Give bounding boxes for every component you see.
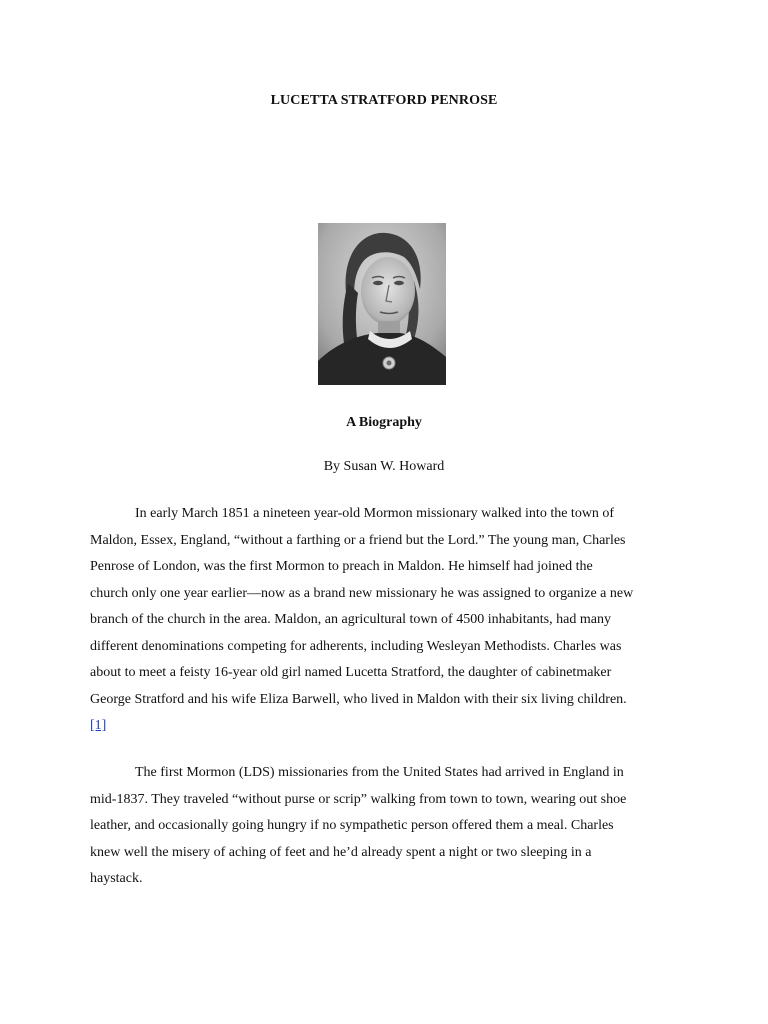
paragraph-line: different denominations competing for adherents, including Wesleyan Methodists. Charles was [90,638,622,654]
document-title: LUCETTA STRATFORD PENROSE [270,93,498,108]
paragraph-line: mid-1837. They traveled “without purse or scrip” walking from town to town, wearing out shoe [90,791,627,807]
paragraph-line: Penrose of London, was the first Mormon to preach in Maldon. He himself had joined the [90,559,593,574]
paragraph-line: branch of the church in the area. Maldon, an agricultural town of 4500 inhabitants, had many [90,612,611,627]
paragraph-line: haystack. [90,871,143,886]
footnote-link[interactable]: [1] [90,718,107,733]
paragraph-line: leather, and occasionally going hungry if no sympathetic person offered them a meal. Charles [90,818,614,833]
paragraph-1 [90,501,690,740]
paragraph-2 [90,760,690,893]
paragraph-line: The first Mormon (LDS) missionaries from the United States had arrived in England in [135,765,624,780]
author-byline: By Susan W. Howard [323,459,445,474]
paragraph-line: about to meet a feisty 16-year old girl named Lucetta Stratford, the daughter of cabinetmaker [90,665,612,680]
paragraph-line: George Stratford and his wife Eliza Barwell, who lived in Maldon with their six living children. [90,691,627,707]
paragraph-line: church only one year earlier—now as a brand new missionary he was assigned to organize a new [90,585,634,601]
paragraph-line: knew well the misery of aching of feet and he’d already spent a night or two sleeping in a [90,844,592,860]
portrait-photo [318,223,446,385]
paragraph-line: Maldon, Essex, England, “without a farthing or a friend but the Lord.” The young man, Charles [90,532,626,548]
document-subtitle: A Biography [346,415,422,430]
paragraph-line: In early March 1851 a nineteen year-old Mormon missionary walked into the town of [135,506,615,521]
